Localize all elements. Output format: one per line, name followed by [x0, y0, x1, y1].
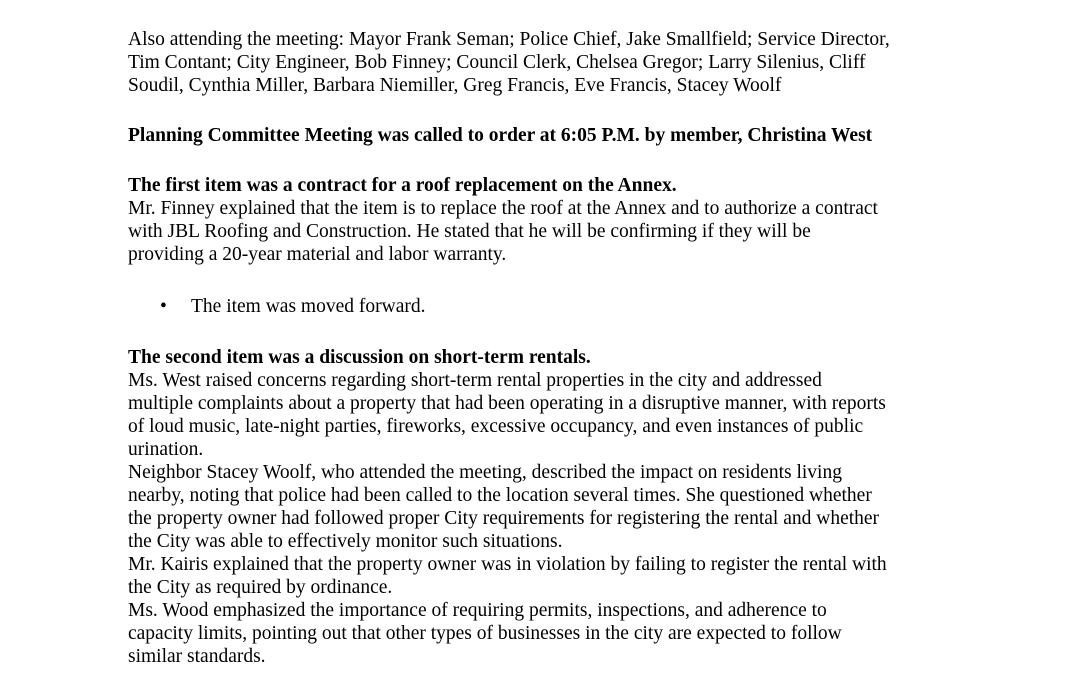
item2-body-line: nearby, noting that police had been called to the location several times. She questioned whether — [128, 485, 872, 506]
attendance-line: Also attending the meeting: Mayor Frank Seman; Police Chief, Jake Smallfield; Service Director, — [128, 29, 890, 50]
call-to-order-heading: Planning Committee Meeting was called to order at 6:05 P.M. by member, Christina West — [128, 125, 873, 146]
item2-body-line: similar standards. — [128, 646, 266, 667]
attendance-line: Soudil, Cynthia Miller, Barbara Niemiller, Greg Francis, Eve Francis, Stacey Woolf — [128, 75, 782, 96]
item2-body-line: of loud music, late-night parties, fireworks, excessive occupancy, and even instances of public — [128, 416, 864, 437]
item2-body-line: Neighbor Stacey Woolf, who attended the meeting, described the impact on residents living — [128, 462, 842, 483]
bullet-icon: • — [160, 296, 167, 317]
item1-bullet-text: The item was moved forward. — [191, 296, 426, 317]
item1-heading: The first item was a contract for a roof replacement on the Annex. — [128, 175, 677, 196]
item2-body-line: capacity limits, pointing out that other types of businesses in the city are expected to follow — [128, 623, 842, 644]
item2-body-line: Ms. Wood emphasized the importance of requiring permits, inspections, and adherence to — [128, 600, 827, 621]
item2-body-line: Mr. Kairis explained that the property owner was in violation by failing to register the rental with — [128, 554, 887, 575]
item2-heading: The second item was a discussion on short-term rentals. — [128, 347, 591, 368]
item1-body-line: Mr. Finney explained that the item is to replace the roof at the Annex and to authorize a contract — [128, 198, 878, 219]
item2-body-line: the City as required by ordinance. — [128, 577, 393, 598]
item2-body-line: multiple complaints about a property that had been operating in a disruptive manner, with reports — [128, 393, 886, 414]
item1-body-line: providing a 20-year material and labor warranty. — [128, 244, 507, 265]
item2-body-line: Ms. West raised concerns regarding short-term rental properties in the city and addressed — [128, 370, 822, 391]
item1-body-line: with JBL Roofing and Construction. He stated that he will be confirming if they will be — [128, 221, 811, 242]
item2-body-line: urination. — [128, 439, 204, 460]
item2-body-line: the City was able to effectively monitor such situations. — [128, 531, 563, 552]
attendance-line: Tim Contant; City Engineer, Bob Finney; Council Clerk, Chelsea Gregor; Larry Silenius, Cliff — [128, 52, 866, 73]
item2-body-line: the property owner had followed proper City requirements for registering the rental and whether — [128, 508, 880, 529]
